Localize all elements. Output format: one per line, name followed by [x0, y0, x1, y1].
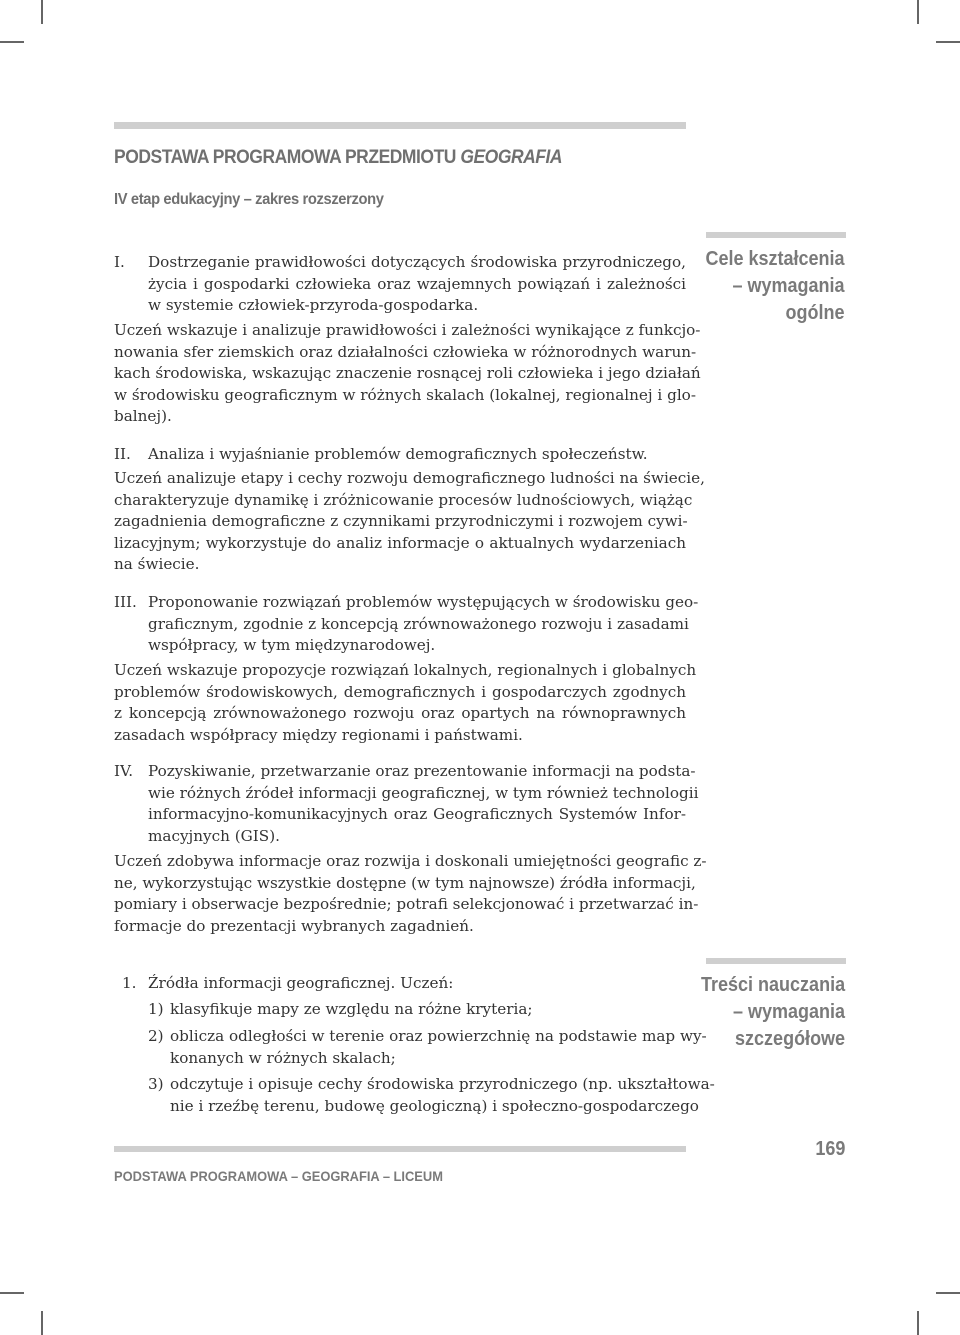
goal-body-line: zasadach współpracy między regionami i państwami.	[114, 725, 523, 744]
footer-text: PODSTAWA PROGRAMOWA – GEOGRAFIA – LICEUM	[114, 1168, 443, 1184]
crop-mark	[936, 41, 960, 43]
goal-body	[114, 320, 701, 428]
goal-body	[114, 660, 697, 746]
goal-number: II.	[114, 445, 131, 463]
goal-heading-line: Pozyskiwanie, przetwarzanie oraz prezentowanie informacji na podsta-	[148, 762, 696, 780]
crop-mark	[0, 1292, 24, 1294]
goal-heading-line: Dostrzeganie prawidłowości dotyczących środowiska przyrodniczego,	[148, 253, 686, 271]
crop-mark	[0, 41, 24, 43]
goal-body-line: problemów środowiskowych, demograficznych i gospodarczych zgodnych	[114, 682, 686, 701]
content-item-line: odczytuje i opisuje cechy środowiska przyrodniczego (np. ukształtowa-	[170, 1075, 715, 1093]
content-item-number: 1)	[148, 1000, 164, 1018]
goal-body-line: formacje do prezentacji wybranych zagadnień.	[114, 916, 474, 935]
goal-body-line: Uczeń wskazuje i analizuje prawidłowości i zależności wynikające z funkcjo-	[114, 321, 701, 339]
goals-label-line: ogólne	[786, 302, 845, 324]
goal-body-line: z koncepcją zrównoważonego rozwoju oraz opartych na równoprawnych	[114, 704, 686, 723]
goal-heading	[114, 444, 686, 466]
goal-heading-line: współpracy, w tym międzynarodowej.	[148, 636, 436, 655]
content-item-number: 3)	[148, 1075, 164, 1093]
goal-body-line: kach środowiska, wskazując znaczenie rosnącej roli człowieka i jego działań	[114, 364, 701, 383]
content-label-line: – wymagania	[732, 1001, 845, 1023]
document-title	[114, 147, 562, 169]
goal-heading	[114, 252, 686, 317]
goals-label-line: Cele kształcenia	[705, 248, 845, 270]
goal-body-line: w środowisku geograficznym w różnych skalach (lokalnej, regionalnej i glo-	[114, 385, 696, 404]
content-item-line: oblicza odległości w terenie oraz powierzchnię na podstawie map wy-	[170, 1027, 707, 1045]
goal-heading-line: życia i gospodarki człowieka oraz wzajemnych powiązań i zależności	[148, 274, 686, 293]
content-item-line: nie i rzeźbę terenu, budowę geologiczną) i społeczno-gospodarczego	[170, 1096, 699, 1115]
goal-heading-line: graficznym, zgodnie z koncepcją zrównoważonego rozwoju i zasadami	[148, 614, 689, 633]
crop-mark	[41, 1311, 43, 1335]
content-item-line: klasyfikuje mapy ze względu na różne kryteria;	[170, 1000, 533, 1018]
goal-body-line: Uczeń zdobywa informacje oraz rozwija i doskonali umiejętności geografic z-	[114, 852, 707, 870]
content-item	[148, 1074, 715, 1117]
goal-body-line: pomiary i obserwacje bezpośrednie; potrafi selekcjonować i przetwarzać in-	[114, 895, 699, 914]
goal-heading	[114, 592, 699, 657]
content-label-line: szczegółowe	[734, 1028, 845, 1050]
goal-heading-line: Proponowanie rozwiązań problemów występujących w środowisku geo-	[148, 593, 699, 611]
content-item-number: 2)	[148, 1027, 164, 1045]
goal-body-line: charakteryzuje dynamikę i zróżnicowanie procesów ludnościowych, wiążąc	[114, 490, 693, 509]
goal-heading-line: informacyjno-komunikacyjnych oraz Geograficznych Systemów Infor-	[148, 805, 686, 824]
goal-body-line: balnej).	[114, 407, 172, 426]
content-section-heading	[122, 973, 694, 995]
crop-mark	[917, 0, 919, 24]
goal-body-line: Uczeń analizuje etapy i cechy rozwoju demograficznego ludności na świecie,	[114, 469, 705, 487]
goal-heading-line: macyjnych (GIS).	[148, 826, 280, 845]
goals-side-label	[706, 246, 845, 327]
content-side-label	[701, 972, 845, 1053]
document-title-subject: GEOGRAFIA	[460, 147, 563, 168]
goal-body-line: na świecie.	[114, 555, 200, 574]
goal-heading	[114, 761, 699, 847]
content-section-number: 1.	[122, 974, 137, 992]
page-number: 169	[814, 1138, 845, 1160]
content-label-line: Treści nauczania	[700, 974, 845, 996]
content-label-rule	[706, 958, 846, 964]
goal-body-line: zagadnienia demograficzne z czynnikami przyrodniczymi i rozwojem cywi-	[114, 512, 688, 531]
document-title-main: PODSTAWA PROGRAMOWA PRZEDMIOTU	[114, 147, 456, 168]
header-rule	[114, 122, 686, 129]
goal-number: III.	[114, 593, 137, 611]
document-subtitle: IV etap edukacyjny – zakres rozszerzony	[114, 191, 384, 208]
goal-heading-line: wie różnych źródeł informacji geograficznej, w tym również technologii	[148, 783, 699, 802]
crop-mark	[41, 0, 43, 24]
goal-heading-line: w systemie człowiek-przyroda-gospodarka.	[148, 296, 479, 315]
crop-mark	[936, 1292, 960, 1294]
goal-body-line: lizacyjnym; wykorzystuje do analiz informacje o aktualnych wydarzeniach	[114, 533, 686, 552]
goal-body-line: ne, wykorzystując wszystkie dostępne (w tym najnowsze) źródła informacji,	[114, 873, 696, 892]
content-item-line: konanych w różnych skalach;	[170, 1048, 396, 1067]
goal-heading-line: Analiza i wyjaśnianie problemów demograficznych społeczeństw.	[148, 445, 648, 463]
crop-mark	[917, 1311, 919, 1335]
goal-number: IV.	[114, 762, 134, 780]
content-item	[148, 1026, 707, 1069]
goals-label-rule	[706, 232, 846, 238]
footer-rule	[114, 1146, 686, 1152]
content-item	[148, 999, 686, 1021]
goals-label-line: – wymagania	[732, 275, 845, 297]
goal-body-line: Uczeń wskazuje propozycje rozwiązań lokalnych, regionalnych i globalnych	[114, 661, 697, 679]
goal-number: I.	[114, 253, 125, 271]
goal-body	[114, 851, 707, 937]
goal-body-line: nowania sfer ziemskich oraz działalności człowieka w różnorodnych warun-	[114, 342, 697, 361]
goal-body	[114, 468, 705, 576]
content-section-title: Źródła informacji geograficznej. Uczeń:	[148, 974, 454, 992]
